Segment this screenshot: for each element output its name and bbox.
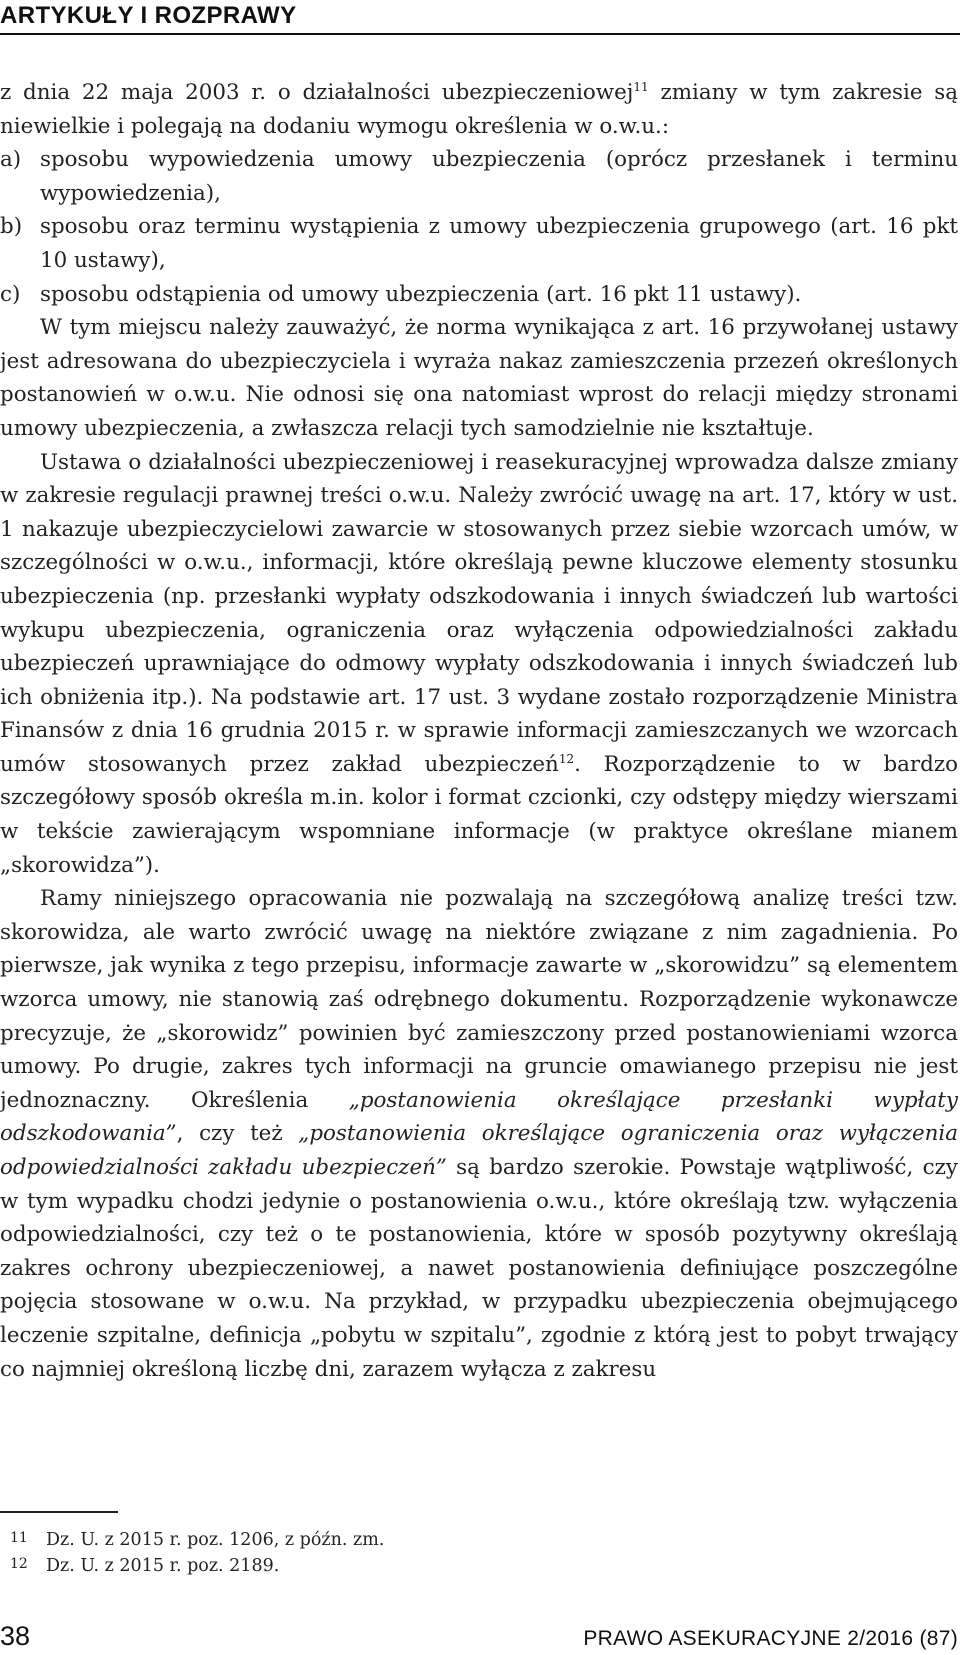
section-header: ARTYKUŁY I ROZPRAWY	[0, 2, 297, 29]
footnote-number: 11	[10, 1530, 28, 1546]
list-item-b	[0, 210, 958, 277]
footnote-ref-11[interactable]: 11	[633, 79, 649, 94]
list-item-a	[0, 143, 958, 210]
paragraph-1	[0, 76, 958, 143]
footnote-number: 12	[10, 1556, 28, 1572]
journal-title: PRAWO ASEKURACYJNE 2/2016 (87)	[583, 1627, 958, 1650]
list-marker: b)	[0, 214, 23, 240]
footnote-rule	[0, 1511, 118, 1513]
list-item-c	[0, 278, 958, 312]
list-text: sposobu wypowiedzenia umowy ubezpieczenia (oprócz przesłanek i terminu wypowiedzenia),	[40, 147, 958, 206]
paragraph-3	[0, 446, 958, 883]
list-text: sposobu odstąpienia od umowy ubezpieczenia (art. 16 pkt 11 ustawy).	[40, 281, 802, 307]
list-marker: a)	[0, 147, 22, 173]
paragraph-4-emphasis-1: „postanowienia określające przesłanki wypłaty odszkodowania”	[0, 1087, 958, 1147]
paragraph-4-emphasis-2: „postanowienia określające ograniczenia oraz wyłączenia odpowiedzialności zakładu ubezpieczeń”	[0, 1121, 958, 1180]
header-rule	[0, 33, 960, 35]
footnote-text: Dz. U. z 2015 r. poz. 1206, z późn. zm.	[46, 1530, 385, 1550]
footnotes	[0, 1527, 958, 1579]
paragraph-4-text-c: są bardzo szerokie. Powstaje wątpliwość, czy w tym wypadku chodzi jedynie o postanowienia o.w.u., które określają tzw. wyłączenia odpowiedzialności, czy też o te postanowienia, które w sposób pozytywny określają zakres ochrony ubezpieczeniowej, a nawet postanowienia definiujące poszczególne pojęcia stosowane w o.w.u. Na przykład, w przypadku ubezpieczenia obejmującego leczenie szpitalne, definicja „pobytu w szpitalu”, zgodnie z którą jest to pobyt trwający co najmniej określoną liczbę dni, zarazem wyłącza z zakresu	[0, 1155, 958, 1382]
footnote-11	[0, 1527, 958, 1553]
article-body	[0, 76, 958, 1386]
footnote-12	[0, 1553, 958, 1579]
paragraph-1-text-a: z dnia 22 maja 2003 r. o działalności ubezpieczeniowej	[0, 80, 634, 105]
paragraph-1-text-b: zmiany w tym zakresie są niewielkie i polegają na dodaniu wymogu określenia w o.w.u.:	[0, 80, 959, 139]
page-footer	[0, 1621, 960, 1651]
footnote-text: Dz. U. z 2015 r. poz. 2189.	[46, 1556, 280, 1576]
paragraph-4-text-a: Ramy niniejszego opracowania nie pozwalają na szczegółową analizę treści tzw. skorowidza, ale warto zwrócić uwagę na niektóre związane z nim zagadnienia. Po pierwsze, jak wynika z tego przepisu, informacje zawarte w „skorowidzu” są elementem wzorca umowy, nie stanowią zaś odrębnego dokumentu. Rozporządzenie wykonawcze precyzuje, że „skorowidz” powinien być zamieszczony przed postanowieniami wzorca umowy. Po drugie, zakres tych informacji na gruncie omawianego przepisu nie jest jednoznaczny. Określenia	[0, 886, 958, 1113]
paragraph-4-text-b: , czy też	[176, 1121, 299, 1147]
paragraph-3-text-b: . Rozporządzenie to w bardzo szczegółowy sposób określa m.in. kolor i format czcionki, czy odstępy między wierszami w tekście zawierającym wspomniane informacje (w praktyce określane mianem „skorowidza”).	[0, 751, 958, 878]
paragraph-4	[0, 882, 958, 1386]
list-text: sposobu oraz terminu wystąpienia z umowy ubezpieczenia grupowego (art. 16 pkt 10 ustawy),	[40, 214, 958, 273]
list-marker: c)	[0, 281, 21, 307]
paragraph-2: W tym miejscu należy zauważyć, że norma wynikająca z art. 16 przywołanej ustawy jest adresowana do ubezpieczyciela i wyraża nakaz zamieszczenia przezeń określonych postanowień w o.w.u. Nie odnosi się ona natomiast wprost do relacji między stronami umowy ubezpieczenia, a zwłaszcza relacji tych samodzielnie nie kształtuje.	[0, 315, 958, 441]
page-number: 38	[0, 1621, 31, 1651]
paragraph-3-text-a: Ustawa o działalności ubezpieczeniowej i reasekuracyjnej wprowadza dalsze zmiany w zakresie regulacji prawnej treści o.w.u. Należy zwrócić uwagę na art. 17, który w ust. 1 nakazuje ubezpieczycielowi zawarcie w stosowanych przez siebie wzorcach umów, w szczególności w o.w.u., informacji, które określają pewne kluczowe elementy stosunku ubezpieczenia (np. przesłanki wypłaty odszkodowania i innych świadczeń lub wartości wykupu ubezpieczenia, ograniczenia oraz wyłączenia odpowiedzialności zakładu ubezpieczeń uprawniające do odmowy wypłaty odszkodowania i innych świadczeń lub ich obniżenia itp.). Na podstawie art. 17 ust. 3 wydane zostało rozporządzenie Ministra Finansów z dnia 16 grudnia 2015 r. w sprawie informacji zamieszczanych we wzorcach umów stosowanych przez zakład ubezpieczeń	[0, 449, 958, 777]
footnote-ref-12[interactable]: 12	[558, 751, 575, 766]
